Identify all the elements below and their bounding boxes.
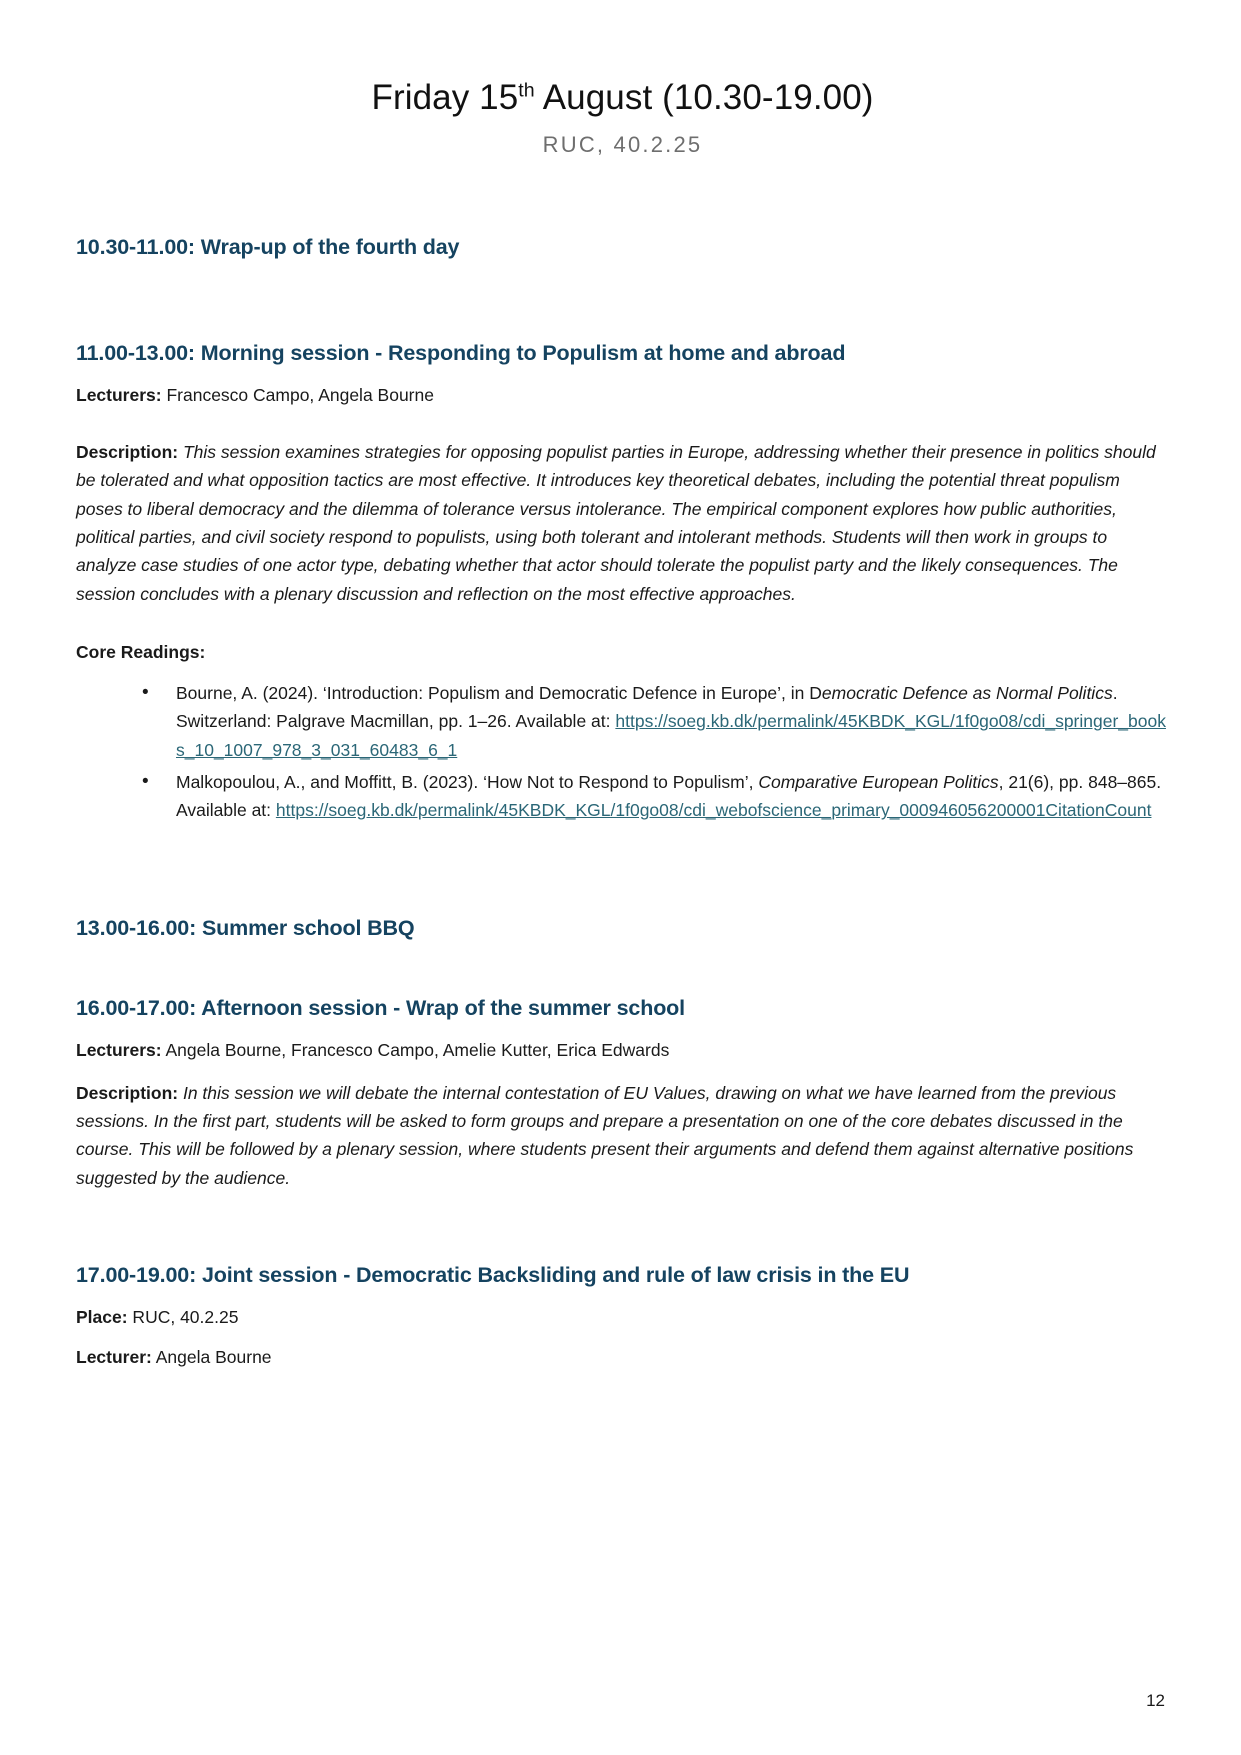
place-line-joint [76, 1304, 1169, 1330]
page-title-ordinal-suffix: th [518, 79, 535, 102]
lecturers-value: Francesco Campo, Angela Bourne [161, 384, 434, 405]
session-heading-wrap-up: 10.30-11.00: Wrap-up of the fourth day [76, 234, 460, 259]
page-title-suffix: August (10.30-19.00) [534, 78, 874, 117]
description-afternoon [76, 1079, 1169, 1192]
core-readings-list [76, 679, 1169, 825]
session-block-joint [76, 1262, 1169, 1370]
lecturer-value: Angela Bourne [151, 1347, 272, 1368]
session-block-morning [76, 340, 1169, 825]
session-heading-joint: 17.00-19.00: Joint session - Democratic Backsliding and rule of law crisis in the EU [76, 1263, 910, 1288]
reading-url-link[interactable]: https://soeg.kb.dk/permalink/45KBDK_KGL/1f0go08/cdi_webofscience_primary_000946056200001CitationCount [275, 800, 1152, 821]
session-block-afternoon [76, 995, 1169, 1193]
reading-text-before: Malkopoulou, A., and Moffitt, B. (2023). ‘How Not to Respond to Populism’, [176, 771, 759, 792]
list-item [142, 768, 1169, 825]
page-title-prefix: Friday 15 [371, 78, 519, 117]
session-heading-morning: 11.00-13.00: Morning session - Responding to Populism at home and abroad [76, 340, 846, 365]
description-text: This session examines strategies for opposing populist parties in Europe, addressing whether their presence in politics should be tolerated and what opposition tactics are most effective. It introduces key theoretical debates, including the potential threat populism poses to liberal democracy and the dilemma of tolerance versus intolerance. The empirical component explores how public authorities, political parties, and civil society respond to populists, using both tolerant and intolerant methods. Students will then work in groups to analyze case studies of one actor type, debating whether that actor should tolerate the populist party and the likely consequences. The session concludes with a plenary discussion and reflection on the most effective approaches. [76, 441, 1156, 604]
lecturer-line-joint [76, 1344, 1169, 1370]
lecturers-label: Lecturers: [76, 1039, 162, 1060]
session-block-wrap-up [76, 234, 1169, 262]
place-label: Place: [76, 1307, 128, 1328]
reading-text-after: , 21(6), pp. 848–865. Available at: [176, 771, 1162, 821]
reading-text-after: . Switzerland: Palgrave Macmillan, pp. 1–26. Available at: [176, 682, 1118, 732]
list-item [142, 679, 1169, 764]
reading-url-link[interactable]: https://soeg.kb.dk/permalink/45KBDK_KGL/1f0go08/cdi_springer_books_10_1007_978_3_031_60483_6_1 [176, 711, 1166, 760]
lecturer-label: Lecturer: [76, 1347, 152, 1368]
description-label: Description: [76, 1082, 179, 1103]
description-morning [76, 438, 1169, 608]
core-readings-label: Core Readings: [76, 641, 206, 662]
lecturers-label: Lecturers: [76, 384, 162, 405]
session-heading-bbq: 13.00-16.00: Summer school BBQ [76, 915, 415, 940]
lecturers-value: Angela Bourne, Francesco Campo, Amelie Kutter, Erica Edwards [161, 1039, 670, 1060]
place-value: RUC, 40.2.25 [127, 1307, 239, 1328]
reading-text-before: Bourne, A. (2024). ‘Introduction: Populism and Democratic Defence in Europe’, in D [176, 682, 822, 703]
reading-title-italic: Comparative European Politics [758, 771, 999, 792]
description-text: In this session we will debate the internal contestation of EU Values, drawing on what we have learned from the previous sessions. In the first part, students will be asked to form groups and prepare a presentation on one of the core debates discussed in the course. This will be followed by a plenary session, where students present their arguments and defend them against alternative positions suggested by the audience. [76, 1082, 1134, 1188]
lecturers-line-morning [76, 382, 1169, 408]
page-title [76, 76, 1169, 120]
reading-title-italic: emocratic Defence as Normal Politics [821, 682, 1113, 703]
session-heading-afternoon: 16.00-17.00: Afternoon session - Wrap of the summer school [76, 995, 685, 1020]
session-block-bbq [76, 915, 1169, 943]
description-label: Description: [76, 441, 179, 462]
page-subtitle-location: RUC, 40.2.25 [542, 131, 703, 157]
page-number: 12 [1146, 1691, 1165, 1710]
lecturers-line-afternoon [76, 1037, 1169, 1063]
